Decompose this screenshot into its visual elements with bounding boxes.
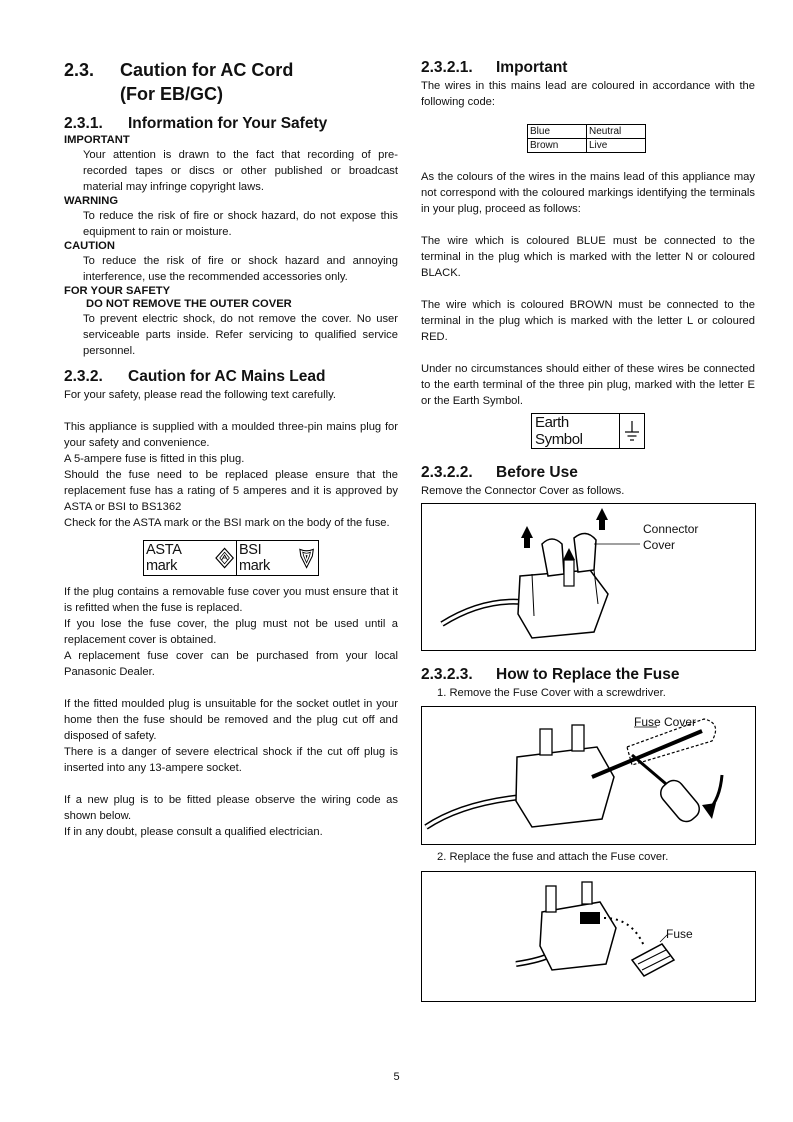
paragraph: Should the fuse need to be replaced please ensure that the replacement fuse has a rating of 5 amperes and it is approved by ASTA or BSI to BS1362 xyxy=(64,469,398,513)
section-title-line2: (For EB/GC) xyxy=(120,84,223,104)
section-number: 2.3. xyxy=(64,60,95,80)
paragraph: There is a danger of severe electrical shock if the cut off plug is inserted into any 13-ampere socket. xyxy=(64,746,398,774)
fuse-caption: Fuse xyxy=(666,927,693,941)
wire-colour-table xyxy=(527,124,646,153)
section-heading xyxy=(64,58,398,106)
bsi-mark-label: BSI mark xyxy=(238,542,270,574)
page-number: 5 xyxy=(393,1071,400,1083)
bsi-kitemark-icon xyxy=(297,546,316,570)
table-cell: Live xyxy=(587,139,646,153)
safety-subheading: DO NOT REMOVE THE OUTER COVER xyxy=(86,298,292,310)
section-title: Caution for AC Cord xyxy=(120,60,294,80)
paragraph: If the plug contains a removable fuse cover you must ensure that it is refitted when the fuse is replaced. xyxy=(64,586,398,614)
earth-symbol-label: Earth Symbol xyxy=(535,414,583,448)
table-cell: Blue xyxy=(528,125,587,139)
paragraph: A replacement fuse cover can be purchased from your local Panasonic Dealer. xyxy=(64,650,398,678)
table-row xyxy=(528,139,646,153)
safety-label: FOR YOUR SAFETY xyxy=(64,285,171,297)
earth-ground-icon xyxy=(623,418,641,444)
paragraph: The wire which is coloured BROWN must be connected to the terminal in the plug which is marked with the letter L or coloured RED. xyxy=(421,299,755,343)
caution-text: To reduce the risk of fire or shock hazard and annoying interference, use the recommended accessories only. xyxy=(83,255,398,283)
bsi-mark-cell xyxy=(236,541,318,575)
paragraph: If in any doubt, please consult a qualified electrician. xyxy=(64,826,323,838)
caption-line: Connector xyxy=(643,522,699,536)
fuse-insertion-illustration xyxy=(422,872,755,1001)
asta-mark-cell xyxy=(144,541,236,575)
subsection-number: 2.3.2.2. xyxy=(421,464,473,481)
paragraph: This appliance is supplied with a moulded three-pin mains plug for your safety and convenience. xyxy=(64,421,398,449)
fuse-replacement-figure xyxy=(421,871,756,1002)
intro-text: For your safety, please read the following text carefully. xyxy=(64,389,336,401)
subsection-heading xyxy=(64,367,398,387)
fuse-cover-caption: Fuse Cover xyxy=(634,715,697,729)
important-text: Your attention is drawn to the fact that recording of pre-recorded tapes or discs or other published or broadcast material may infringe copyright laws. xyxy=(83,149,398,193)
paragraph: A 5-ampere fuse is fitted in this plug. xyxy=(64,453,245,465)
earth-symbol-box xyxy=(531,413,645,449)
table-row xyxy=(528,125,646,139)
screwdriver-plug-illustration xyxy=(422,707,755,844)
warning-label: WARNING xyxy=(64,195,119,207)
paragraph: If you lose the fuse cover, the plug must not be used until a replacement cover is obtained. xyxy=(64,618,398,646)
paragraph: The wire which is coloured BLUE must be connected to the terminal in the plug which is marked with the letter N or coloured BLACK. xyxy=(421,235,755,279)
earth-cell xyxy=(619,414,644,448)
paragraph: As the colours of the wires in the mains lead of this appliance may not correspond with the coloured markings identifying the terminals in your plug, proceed as follows: xyxy=(421,171,755,215)
asta-diamond-icon xyxy=(215,547,234,569)
subsection-number: 2.3.2.1. xyxy=(421,59,473,76)
step-1-text: 1. Remove the Fuse Cover with a screwdriver. xyxy=(437,687,666,699)
left-column xyxy=(64,58,398,840)
subsection-title: How to Replace the Fuse xyxy=(496,666,680,683)
warning-text: To reduce the risk of fire or shock hazard, do not expose this equipment to rain or moisture. xyxy=(83,210,398,238)
connector-cover-caption xyxy=(643,521,698,553)
fuse-cover-removal-figure xyxy=(421,706,756,845)
paragraph: Remove the Connector Cover as follows. xyxy=(421,485,625,497)
table-cell: Brown xyxy=(528,139,587,153)
connector-cover-figure xyxy=(421,503,756,651)
subsection-title: Important xyxy=(496,59,568,76)
subsection-title: Caution for AC Mains Lead xyxy=(128,368,326,385)
right-column xyxy=(421,58,755,1002)
subsection-heading xyxy=(421,58,755,78)
subsection-heading xyxy=(421,665,755,685)
fuse-marks-box xyxy=(143,540,319,576)
step-2-text: 2. Replace the fuse and attach the Fuse cover. xyxy=(437,851,669,863)
subsection-title: Information for Your Safety xyxy=(128,115,328,132)
subsection-heading xyxy=(64,114,398,134)
paragraph: If the fitted moulded plug is unsuitable for the socket outlet in your home then the fuse should be removed and the plug cut off and disposed of safety. xyxy=(64,698,398,742)
paragraph: Under no circumstances should either of these wires be connected to the earth terminal of the three pin plug, marked with the letter E or the Earth Symbol. xyxy=(421,363,755,407)
caption-line: Cover xyxy=(643,538,676,552)
subsection-heading xyxy=(421,463,755,483)
intro-text: The wires in this mains lead are coloured in accordance with the following code: xyxy=(421,80,755,108)
subsection-number: 2.3.2.3. xyxy=(421,666,473,683)
subsection-title: Before Use xyxy=(496,464,578,481)
paragraph: If a new plug is to be fitted please observe the wiring code as shown below. xyxy=(64,794,398,822)
subsection-number: 2.3.1. xyxy=(64,115,103,132)
table-cell: Neutral xyxy=(587,125,646,139)
paragraph: Check for the ASTA mark or the BSI mark on the body of the fuse. xyxy=(64,517,390,529)
asta-mark-label: ASTA mark xyxy=(146,542,181,574)
important-label: IMPORTANT xyxy=(64,134,130,146)
subsection-number: 2.3.2. xyxy=(64,368,103,385)
caution-label: CAUTION xyxy=(64,240,115,252)
safety-text: To prevent electric shock, do not remove the cover. No user serviceable parts inside. Refer servicing to qualified service personnel. xyxy=(83,313,398,357)
plug-connector-cover-illustration xyxy=(422,504,755,650)
